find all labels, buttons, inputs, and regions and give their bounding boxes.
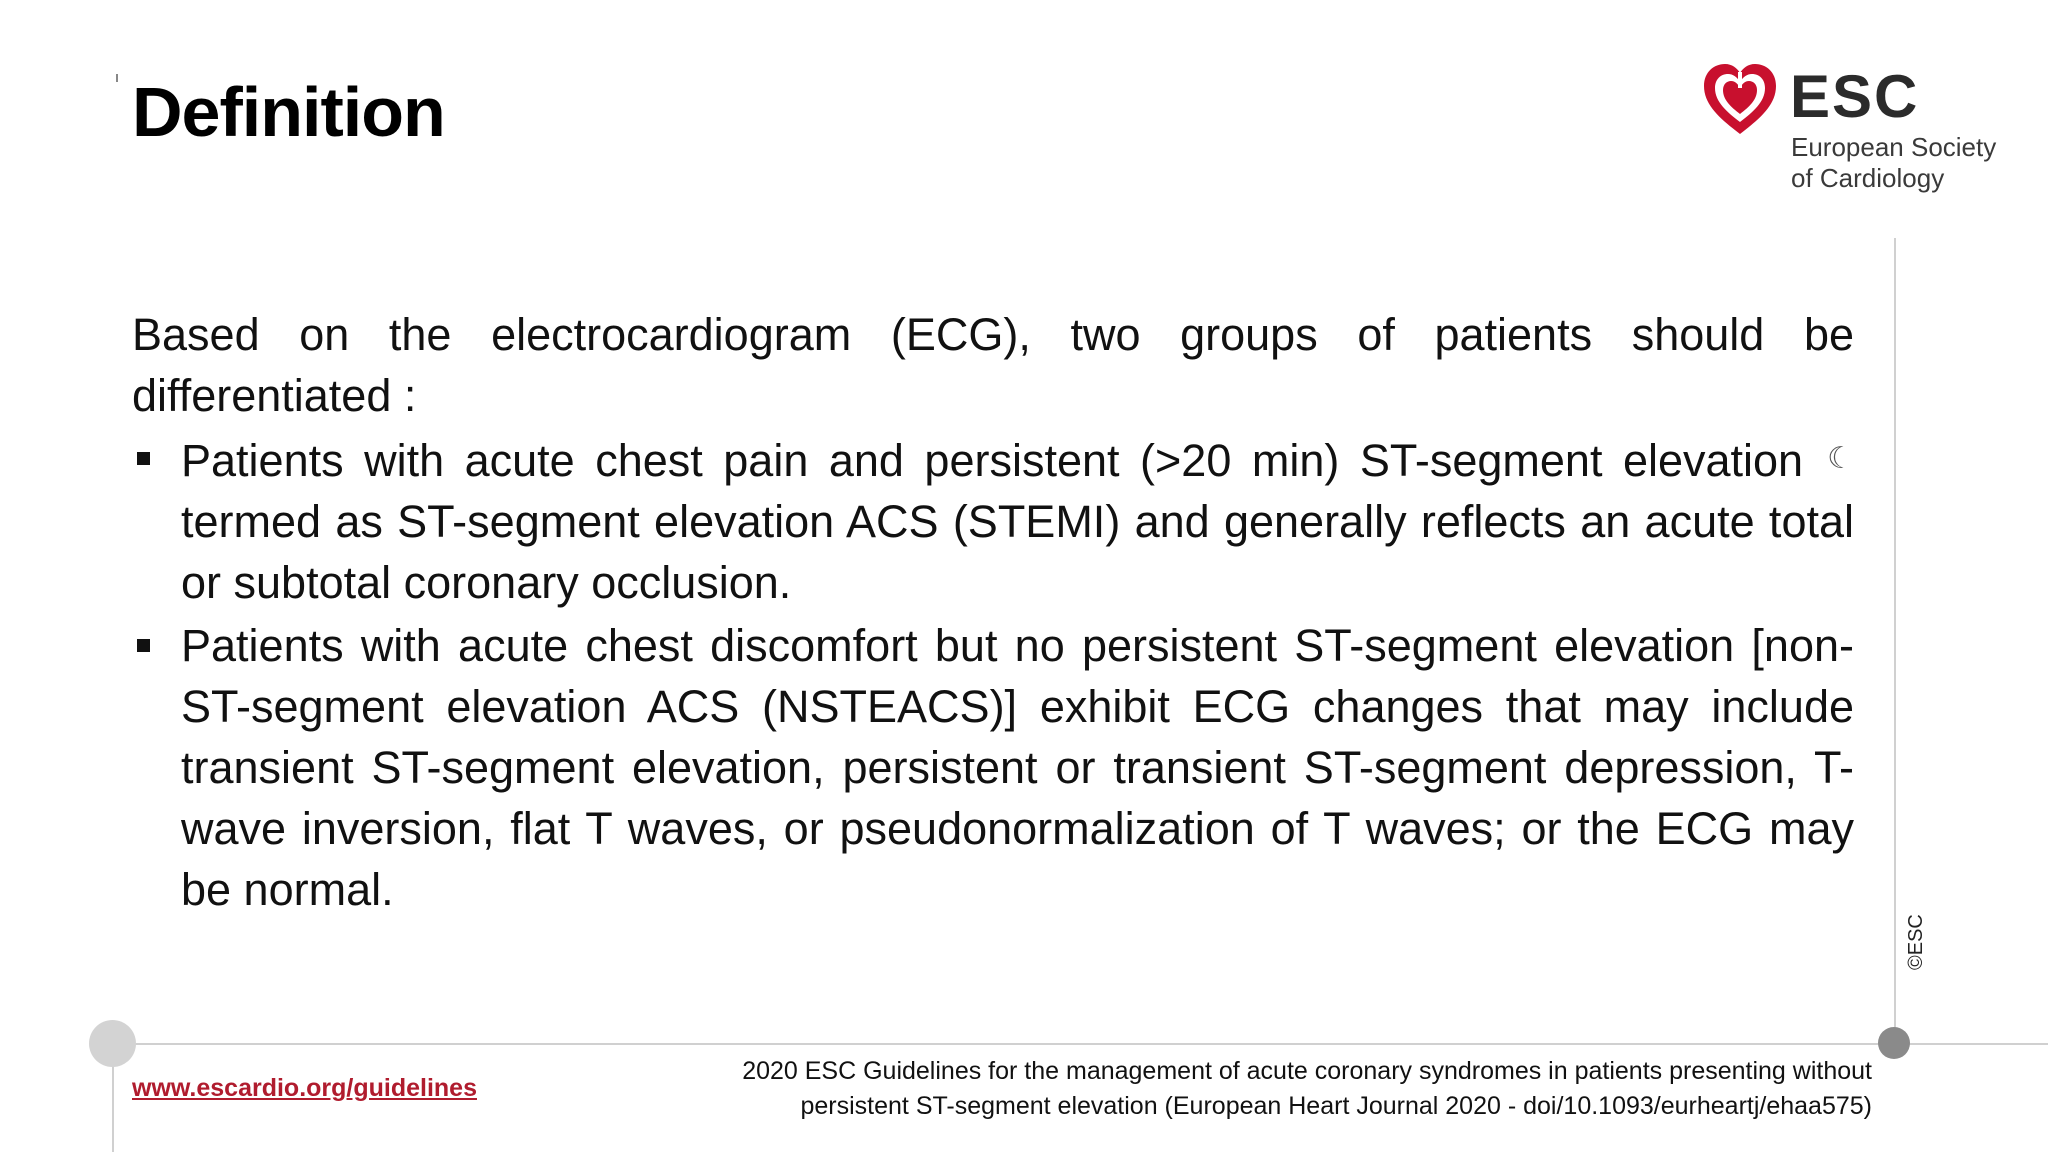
moon-icon: ☾ (1827, 442, 1854, 475)
decorative-tick (116, 74, 118, 82)
decorative-circle-left (89, 1020, 136, 1067)
square-bullet-icon (137, 639, 150, 652)
slide-body (132, 304, 1854, 920)
footer-divider (112, 1043, 2048, 1045)
logo-subtitle-line1: European Society (1791, 132, 1997, 162)
citation (672, 1054, 1872, 1124)
bullet-list (132, 428, 1854, 920)
logo-subtitle (1791, 132, 1996, 194)
right-divider (1894, 238, 1896, 1042)
guidelines-link[interactable]: www.escardio.org/guidelines (132, 1074, 477, 1102)
esc-logo (1700, 56, 2000, 206)
list-item (132, 615, 1854, 920)
square-bullet-icon (137, 452, 150, 465)
citation-line1: 2020 ESC Guidelines for the management of acute coronary syndromes in patients presenting without (742, 1057, 1872, 1085)
bullet-text: Patients with acute chest discomfort but no persistent ST-segment elevation [non-ST-segment elevation ACS (NSTEACS)] exhibit ECG changes that may include transient ST-segment elevation, persistent or transient ST-segment depression, T-wave inversion, flat T waves, or pseudonormalization of T waves; or the ECG may be normal. (181, 620, 1854, 915)
list-item (132, 428, 1854, 613)
copyright-label: ©ESC (1905, 914, 1927, 970)
heart-logo-icon (1700, 60, 1780, 140)
logo-subtitle-line2: of Cardiology (1791, 163, 1945, 193)
page-title: Definition (132, 73, 445, 151)
decorative-circle-right (1878, 1027, 1910, 1059)
bullet-text: Patients with acute chest pain and persistent (>20 min) ST-segment elevation ☾ termed as ST-segment elevation ACS (STEMI) and generally reflects an acute total or subtotal coronary occlusion. (181, 435, 1854, 608)
intro-paragraph: Based on the electrocardiogram (ECG), two groups of patients should be differentiated : (132, 309, 1854, 421)
citation-line2: persistent ST-segment elevation (European Heart Journal 2020 - doi/10.1093/eurheartj/ehaa575) (800, 1092, 1872, 1120)
logo-wordmark: ESC (1790, 63, 1920, 130)
